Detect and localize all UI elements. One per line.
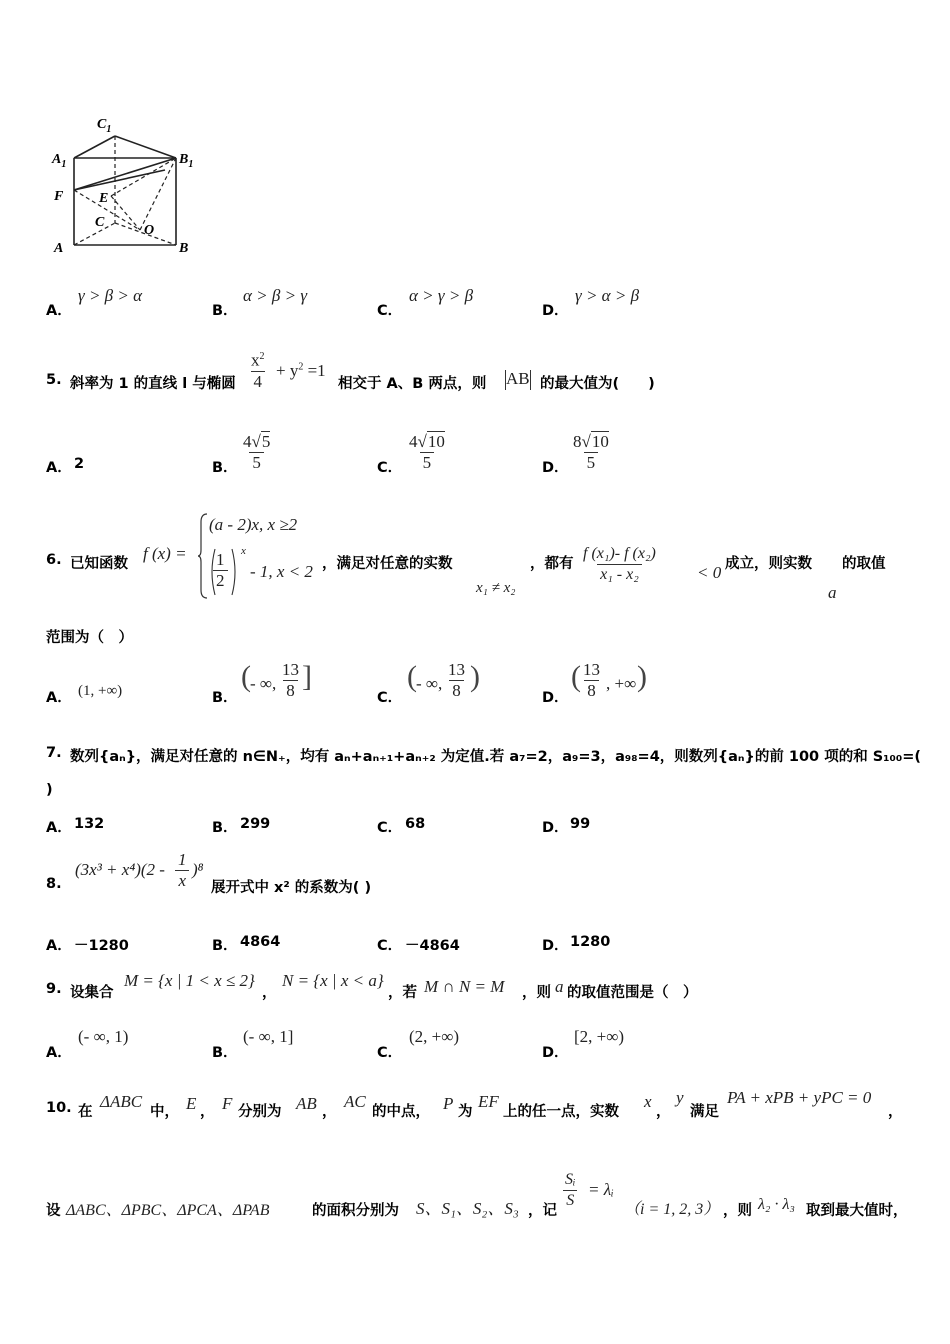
q10-l1-g: 为 bbox=[458, 1104, 473, 1120]
q10-l1-d: 分别为 bbox=[238, 1104, 282, 1120]
q4-option-a-text: γ > β > α bbox=[78, 286, 143, 305]
q10-l2-e: 取到最大值时， bbox=[806, 1203, 908, 1219]
q10-number: 10. bbox=[46, 1100, 72, 1116]
q5-stem-b: 相交于 A、B 两点，则 bbox=[338, 376, 487, 392]
q6-option-d-frac: $\frac{13}{8}$ bbox=[583, 660, 600, 700]
q9-set-m: M = {x | 1 < x ≤ 2} bbox=[124, 971, 255, 990]
label-e: E bbox=[99, 191, 109, 206]
q4-option-d-label: D． bbox=[542, 303, 569, 319]
q5-stem-a: 斜率为 1 的直线 l 与椭圆 bbox=[70, 376, 236, 392]
q6-option-d-post: , +∞ bbox=[606, 674, 637, 693]
q9-variable-a: a bbox=[555, 977, 564, 996]
q9-option-a-label: A． bbox=[46, 1045, 72, 1061]
q10-s-vars: S、S₁、S₂、S₃ bbox=[416, 1199, 519, 1218]
edge-a1-c1 bbox=[74, 136, 115, 158]
q6-option-d-right-bracket: ) bbox=[637, 660, 647, 693]
q6-option-d-left-bracket: ( bbox=[571, 660, 581, 693]
q10-l2-d: ，则 bbox=[723, 1203, 752, 1219]
q6-stem-d: 成立，则实数 bbox=[725, 556, 812, 572]
q6-option-b-right-bracket: ] bbox=[302, 660, 312, 693]
q9-option-a-text: (- ∞, 1) bbox=[78, 1027, 129, 1046]
q4-option-b-text: α > β > γ bbox=[243, 286, 308, 305]
segment-f-b1-2 bbox=[74, 170, 165, 190]
q5-option-d-frac: $\frac{8√10}{5}$ bbox=[573, 432, 609, 472]
q10-l1-i: ， bbox=[656, 1104, 671, 1120]
q10-l1-j: 满足 bbox=[690, 1104, 719, 1120]
q9-stem-c: ，则 bbox=[522, 985, 551, 1001]
q9-option-b-label: B． bbox=[212, 1045, 238, 1061]
q6-option-c-frac: $\frac{13}{8}$ bbox=[448, 660, 465, 700]
q6-option-c-pre: - ∞, bbox=[416, 674, 443, 693]
q10-l1-h: 上的任一点，实数 bbox=[503, 1104, 619, 1120]
q5-option-a-label: A． bbox=[46, 460, 72, 476]
q8-stem: 展开式中 x² 的系数为( ) bbox=[211, 880, 372, 896]
q8-frac: $\frac{1}{x}$ bbox=[175, 850, 190, 891]
q9-set-n: N = {x | x < a} bbox=[282, 971, 384, 990]
q6-option-b-frac: $\frac{13}{8}$ bbox=[282, 660, 299, 700]
q10-ab: AB bbox=[296, 1094, 317, 1113]
q6-option-c-label: C． bbox=[377, 690, 403, 706]
q10-vector-equation: PA + xPB + yPC = 0 bbox=[727, 1088, 872, 1107]
q9-stem-b: ，若 bbox=[388, 985, 417, 1001]
q8-option-a-label: A． bbox=[46, 938, 72, 954]
q10-ratio-frac: $\frac{\text{Sᵢ}}{S}$ bbox=[565, 1171, 576, 1209]
q10-l1-a: 在 bbox=[78, 1104, 93, 1120]
label-a1: $A_1$ bbox=[52, 152, 67, 170]
q8-option-c-label: C． bbox=[377, 938, 403, 954]
q5-option-c-label: C． bbox=[377, 460, 403, 476]
q7-option-a-text: 132 bbox=[74, 816, 105, 832]
q10-index: （i = 1, 2, 3） bbox=[624, 1201, 720, 1218]
q6-inequality-rhs: < 0 bbox=[697, 563, 722, 582]
q6-variable-a: a bbox=[828, 583, 837, 602]
label-o: O bbox=[144, 223, 155, 238]
q7-stem: 数列{aₙ}，满足对任意的 n∈N₊，均有 aₙ+aₙ₊₁+aₙ₊₂ 为定值.若 a₇=2，a₉=3，a₉₈=4，则数列{aₙ}的前 100 项的和 S₁₀₀=( bbox=[70, 749, 922, 765]
q4-option-a-label: A． bbox=[46, 303, 72, 319]
q10-l2-c: ，记 bbox=[528, 1203, 557, 1219]
q6-case-2-rest: - 1, x < 2 bbox=[250, 562, 313, 581]
q6-option-b-pre: - ∞, bbox=[250, 674, 277, 693]
label-a: A bbox=[54, 241, 64, 256]
q10-ratio-eq: = λᵢ bbox=[588, 1180, 614, 1199]
q6-stem-b: ，满足对任意的实数 bbox=[322, 556, 453, 572]
q9-number: 9. bbox=[46, 981, 62, 997]
q10-y: y bbox=[676, 1088, 684, 1107]
q6-option-a-label: A． bbox=[46, 690, 72, 706]
q9-sep: ， bbox=[262, 985, 277, 1001]
q4-option-c-label: C． bbox=[377, 303, 403, 319]
q6-option-c-right-bracket: ) bbox=[470, 660, 480, 693]
q7-option-d-label: D． bbox=[542, 820, 569, 836]
q6-number: 6. bbox=[46, 552, 62, 568]
q7-option-c-label: C． bbox=[377, 820, 403, 836]
q5-number: 5. bbox=[46, 372, 62, 388]
q5-stem-c: 的最大值为( ) bbox=[540, 376, 655, 392]
q6-stem-e: 的取值 bbox=[842, 556, 886, 572]
label-c: C bbox=[95, 215, 105, 230]
q10-ac: AC bbox=[344, 1092, 366, 1111]
q6-option-b-left-bracket: ( bbox=[241, 660, 251, 693]
q10-areas: ΔABC、ΔPBC、ΔPCA、ΔPAB bbox=[66, 1202, 270, 1219]
q6-stem-a: 已知函数 bbox=[70, 556, 128, 572]
q4-option-d-text: γ > α > β bbox=[575, 286, 640, 305]
q6-inequality-frac: $\frac{\text{f (x₁)- f (x₂)}}{\text{x₁ - x₂}}$ bbox=[583, 545, 656, 583]
q7-option-d-text: 99 bbox=[570, 816, 591, 832]
q8-option-d-text: 1280 bbox=[570, 934, 611, 950]
label-b: B bbox=[179, 241, 189, 256]
segment-f-b1 bbox=[74, 158, 176, 190]
q8-option-d-label: D． bbox=[542, 938, 569, 954]
q10-l1-k: ， bbox=[888, 1104, 903, 1120]
q9-stem-a: 设集合 bbox=[70, 985, 114, 1001]
q5-option-d-label: D． bbox=[542, 460, 569, 476]
q8-option-b-text: 4864 bbox=[240, 934, 281, 950]
q10-product: λ₂ · λ₃ bbox=[758, 1196, 795, 1213]
q8-option-c-text: －4864 bbox=[405, 938, 460, 954]
q5-ellipse-rest: + $y^2 =1$ bbox=[276, 361, 326, 380]
q6-option-a-text: (1, +∞) bbox=[78, 683, 123, 699]
q7-number: 7. bbox=[46, 745, 62, 761]
q9-condition: M ∩ N = M bbox=[424, 977, 505, 996]
q10-l1-e: ， bbox=[322, 1104, 337, 1120]
q8-expr: (3x³ + x⁴)(2 - bbox=[75, 860, 165, 879]
q6-paren-right bbox=[231, 548, 239, 596]
q5-ab-abs: AB bbox=[505, 369, 531, 390]
q6-option-b-label: B． bbox=[212, 690, 238, 706]
q7-option-b-text: 299 bbox=[240, 816, 271, 832]
q6-case-2-frac: $\frac{1}{2}$ bbox=[213, 550, 228, 591]
q5-option-b-label: B． bbox=[212, 460, 238, 476]
q5-option-c-frac: $\frac{4√10}{5}$ bbox=[409, 432, 445, 472]
q10-x: x bbox=[644, 1092, 652, 1111]
q10-p: P bbox=[443, 1094, 454, 1113]
q5-option-a-text: 2 bbox=[74, 456, 85, 472]
label-b1: $B_1$ bbox=[179, 152, 194, 170]
q10-l1-c: ， bbox=[200, 1104, 215, 1120]
q6-case-2-exp: x bbox=[241, 545, 246, 557]
q8-option-a-text: －1280 bbox=[74, 938, 129, 954]
q10-e: E bbox=[186, 1094, 197, 1113]
q9-option-c-text: (2, +∞) bbox=[409, 1027, 460, 1046]
q7-option-a-label: A． bbox=[46, 820, 72, 836]
q8-option-b-label: B． bbox=[212, 938, 238, 954]
q6-condition: x₁ ≠ x₂ bbox=[476, 580, 516, 596]
q6-stem-f: 范围为（ ） bbox=[46, 630, 133, 646]
q7-option-b-label: B． bbox=[212, 820, 238, 836]
q10-f: F bbox=[222, 1094, 233, 1113]
q10-ef: EF bbox=[478, 1092, 499, 1111]
q9-option-d-label: D． bbox=[542, 1045, 569, 1061]
q7-option-c-text: 68 bbox=[405, 816, 426, 832]
q9-option-c-label: C． bbox=[377, 1045, 403, 1061]
q8-number: 8. bbox=[46, 876, 62, 892]
q10-triangle: ΔABC bbox=[100, 1092, 143, 1111]
q5-option-b-frac: $\frac{4√5}{5}$ bbox=[243, 432, 271, 472]
edge-c1-b1 bbox=[115, 136, 176, 158]
q7-stem-end: ) bbox=[46, 782, 53, 798]
segment-o-b1 bbox=[140, 158, 176, 230]
q6-case-1: (a - 2)x, x ≥2 bbox=[209, 515, 298, 534]
q4-option-b-label: B． bbox=[212, 303, 238, 319]
q4-option-c-text: α > γ > β bbox=[409, 286, 474, 305]
q10-l1-f: 的中点， bbox=[372, 1104, 430, 1120]
q6-stem-c: ，都有 bbox=[530, 556, 574, 572]
q9-option-b-text: (- ∞, 1] bbox=[243, 1027, 294, 1046]
q10-l2-b: 的面积分别为 bbox=[312, 1203, 399, 1219]
prism-figure bbox=[45, 110, 210, 260]
q6-fx: f (x) = bbox=[143, 544, 187, 563]
label-c1: $C_1$ bbox=[97, 117, 112, 135]
q8-expr-end: )⁸ bbox=[192, 860, 204, 879]
q10-l2-a: 设 bbox=[46, 1203, 61, 1219]
q9-option-d-text: [2, +∞) bbox=[574, 1027, 625, 1046]
label-f: F bbox=[54, 189, 64, 204]
q9-stem-d: 的取值范围是（ ） bbox=[567, 985, 698, 1001]
q6-option-d-label: D． bbox=[542, 690, 569, 706]
q6-option-c-left-bracket: ( bbox=[407, 660, 417, 693]
q10-l1-b: 中， bbox=[150, 1104, 179, 1120]
q5-ellipse-fraction: $\frac{x^2}{4}$ bbox=[251, 350, 265, 391]
